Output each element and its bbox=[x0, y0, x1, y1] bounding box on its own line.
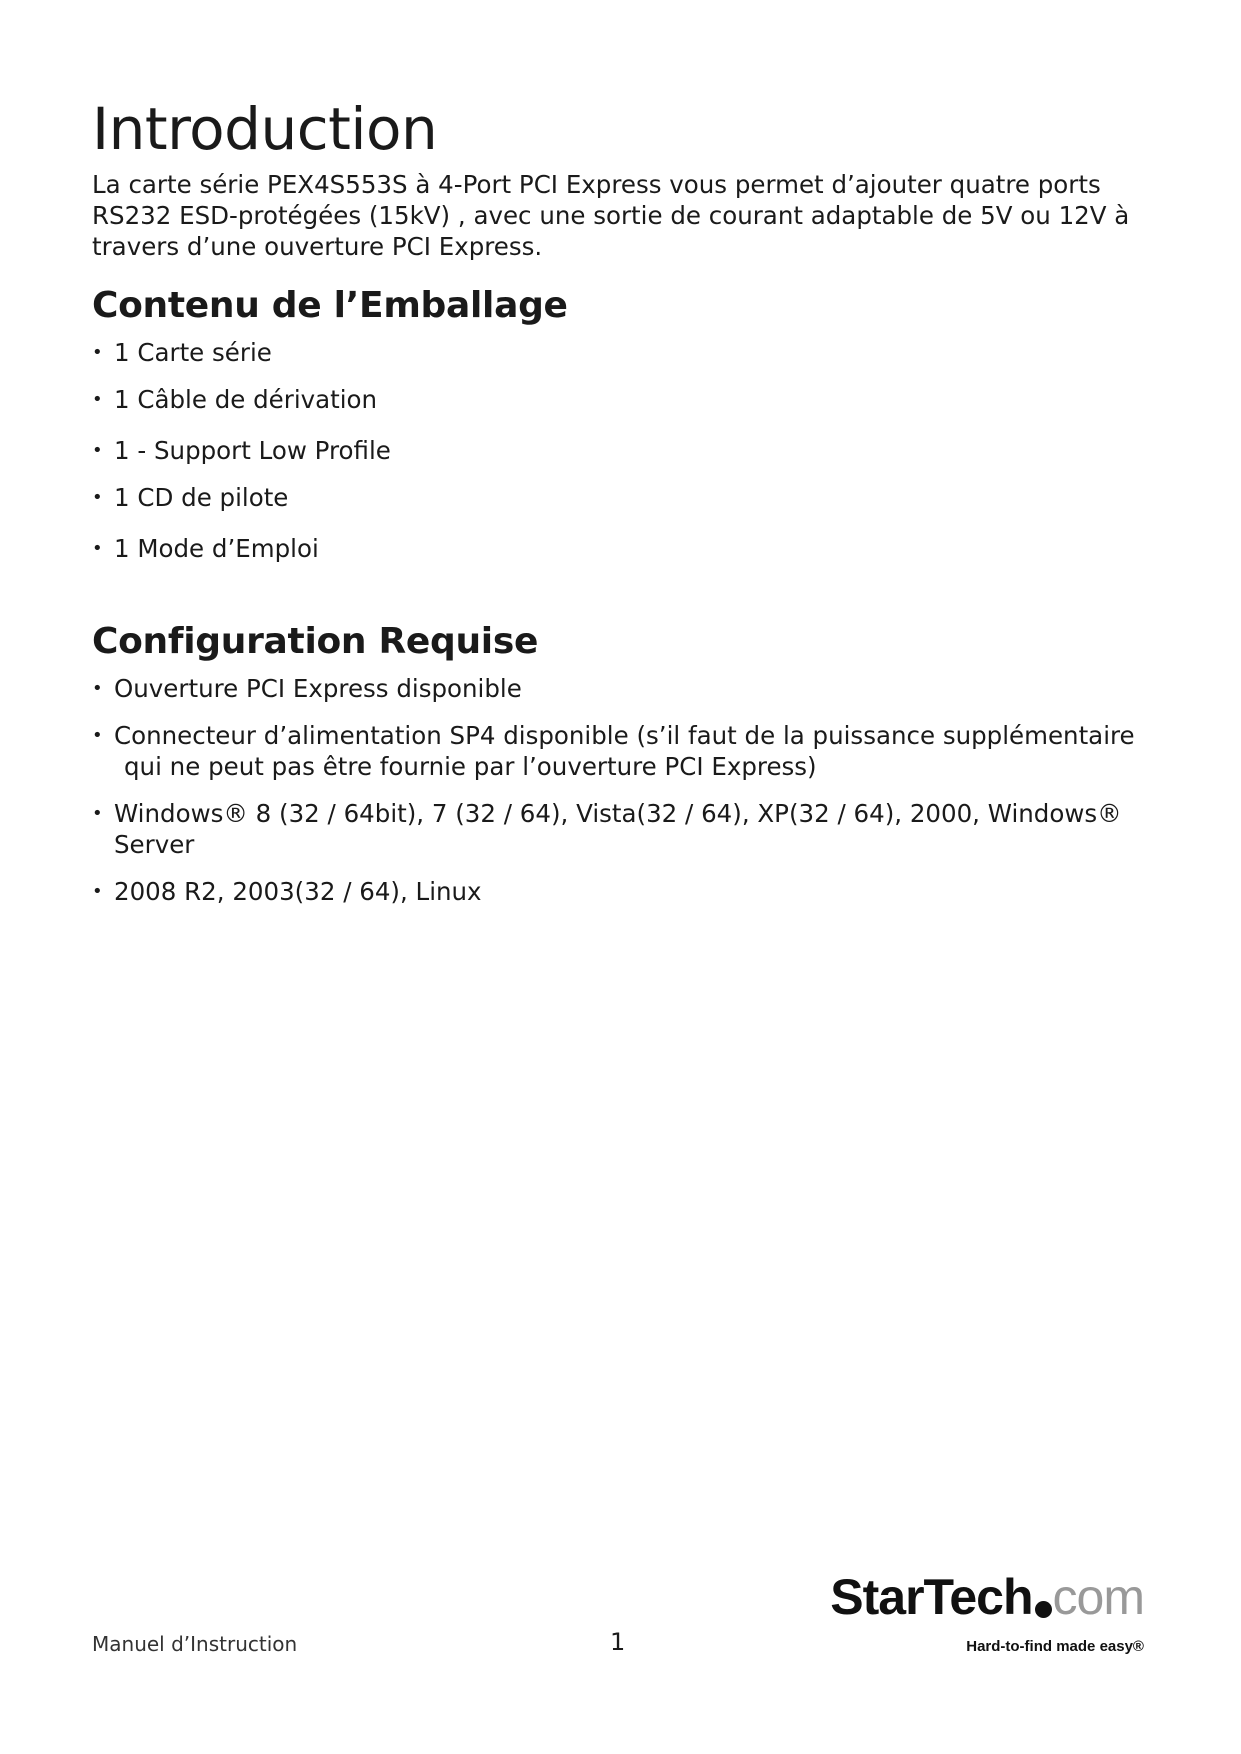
page-number: 1 bbox=[610, 1628, 626, 1656]
page-content bbox=[92, 96, 1152, 923]
requirements-list bbox=[92, 673, 1152, 907]
list-item: • 2008 R2, 2003(32 / 64), Linux bbox=[92, 877, 482, 907]
bullet-icon: • bbox=[92, 341, 103, 363]
list-item: • Ouverture PCI Express disponible bbox=[92, 674, 522, 704]
bullet-icon: • bbox=[92, 881, 103, 903]
bullet-icon: • bbox=[92, 725, 103, 747]
intro-paragraph: La carte série PEX4S553S à 4-Port PCI Express vous permet d’ajouter quatre ports RS232 ESD-protégées (15kV) , avec une sortie de courant adaptable de 5V ou 12V à travers d’une ouverture PCI Express. bbox=[92, 169, 1130, 261]
requirements-heading: Configuration Requise bbox=[92, 620, 539, 662]
page-footer bbox=[92, 1569, 1152, 1700]
page-title: Introduction bbox=[92, 95, 438, 163]
list-item: • Connecteur d’alimentation SP4 disponible (s’il faut de la puissance supplémentaire qui ne peut pas être fournie par l’ouverture PCI Express) bbox=[92, 721, 1135, 782]
footer-document-title: Manuel d’Instruction bbox=[92, 1632, 298, 1656]
bullet-icon: • bbox=[92, 388, 103, 410]
logo-wordmark: StarTech com bbox=[830, 1569, 1144, 1625]
logo-dot-icon bbox=[1035, 1601, 1052, 1618]
bullet-icon: • bbox=[92, 486, 103, 508]
package-contents-list bbox=[92, 337, 1152, 564]
bullet-icon: • bbox=[92, 678, 103, 700]
list-item: • 1 Mode d’Emploi bbox=[92, 533, 319, 563]
list-item: • 1 CD de pilote bbox=[92, 482, 289, 512]
list-item: • 1 Carte série bbox=[92, 337, 272, 367]
list-item: • 1 Câble de dérivation bbox=[92, 384, 378, 414]
bullet-icon: • bbox=[92, 537, 103, 559]
startech-logo bbox=[830, 1568, 1144, 1678]
logo-tagline: Hard-to-find made easy® bbox=[966, 1638, 1144, 1655]
list-item: • 1 - Support Low Profile bbox=[92, 435, 391, 465]
package-contents-heading: Contenu de l’Emballage bbox=[92, 284, 568, 326]
bullet-icon: • bbox=[92, 439, 103, 461]
list-item: • Windows® 8 (32 / 64bit), 7 (32 / 64), Vista(32 / 64), XP(32 / 64), 2000, Windows® Server bbox=[92, 799, 1122, 860]
bullet-icon: • bbox=[92, 803, 103, 825]
